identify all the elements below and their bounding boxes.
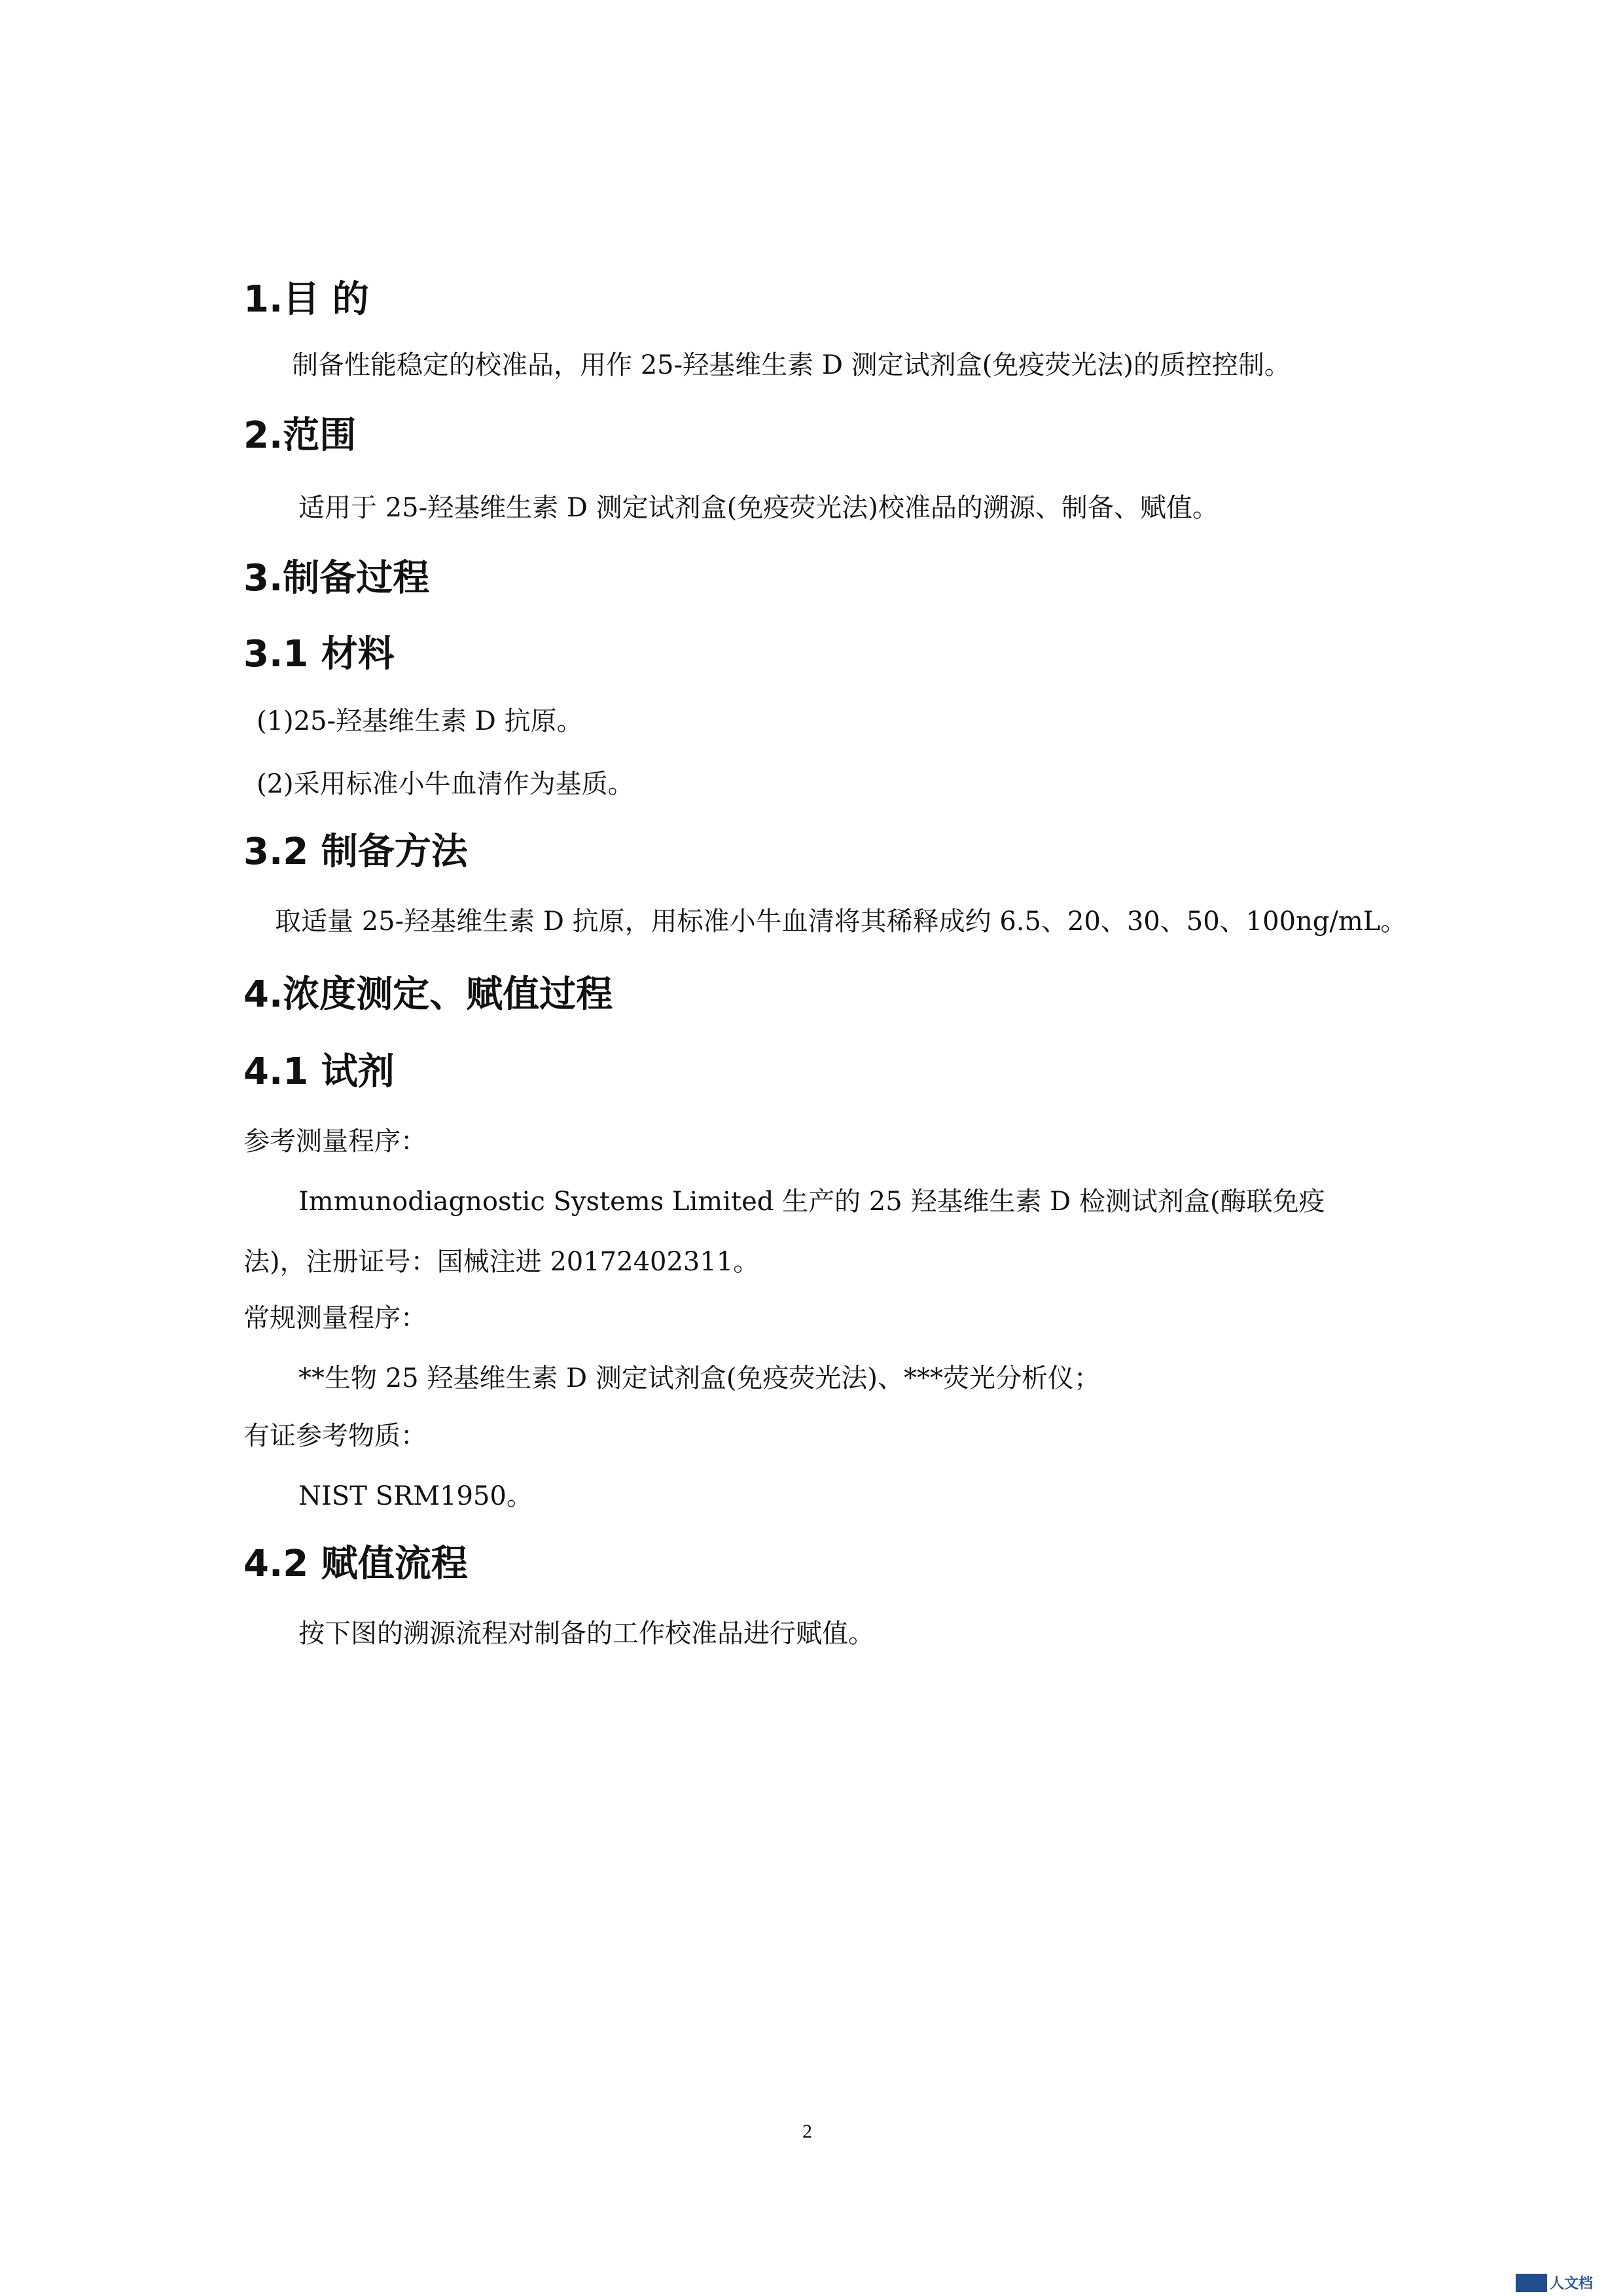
section-1-text: 制备性能稳定的校准品，用作 25-羟基维生素 D 测定试剂盒(免疫荧光法)的质控控制。 bbox=[292, 350, 1291, 380]
reference-procedure-line-1: Immunodiagnostic Systems Limited 生产的 25 羟基维生素 D 检测试剂盒(酶联免疫 bbox=[298, 1187, 1325, 1217]
routine-procedure-label: 常规测量程序： bbox=[243, 1303, 427, 1333]
material-item-2: (2)采用标准小牛血清作为基质。 bbox=[257, 769, 634, 799]
watermark-logo-icon bbox=[1516, 2274, 1547, 2292]
watermark-text: 人文档 bbox=[1550, 2276, 1594, 2292]
section-1-heading: 1.目 的 bbox=[243, 278, 369, 321]
reference-procedure-label: 参考测量程序： bbox=[243, 1126, 427, 1157]
section-3-1-heading: 3.1 材料 bbox=[243, 633, 395, 675]
material-item-1: (1)25-羟基维生素 D 抗原。 bbox=[257, 706, 583, 736]
routine-procedure-text: **生物 25 羟基维生素 D 测定试剂盒(免疫荧光法)、***荧光分析仪； bbox=[298, 1363, 1101, 1393]
section-3-2-heading: 3.2 制备方法 bbox=[243, 831, 468, 873]
section-4-2-text: 按下图的溯源流程对制备的工作校准品进行赋值。 bbox=[298, 1619, 874, 1649]
reference-procedure-line-2: 法)，注册证号：国械注进 20172402311。 bbox=[243, 1247, 760, 1277]
section-2-text: 适用于 25-羟基维生素 D 测定试剂盒(免疫荧光法)校准品的溯源、制备、赋值。 bbox=[298, 493, 1219, 523]
section-4-heading: 4.浓度测定、赋值过程 bbox=[243, 973, 613, 1016]
watermark bbox=[1516, 2272, 1593, 2293]
certified-reference-material-text: NIST SRM1950。 bbox=[298, 1481, 533, 1511]
section-3-2-text: 取适量 25-羟基维生素 D 抗原，用标准小牛血清将其稀释成约 6.5、20、30、50、100ng/mL。 bbox=[275, 906, 1407, 937]
section-2-heading: 2.范围 bbox=[243, 414, 357, 457]
section-4-2-heading: 4.2 赋值流程 bbox=[243, 1543, 468, 1585]
certified-reference-material-label: 有证参考物质： bbox=[243, 1421, 427, 1451]
section-3-heading: 3.制备过程 bbox=[243, 557, 430, 600]
section-4-1-heading: 4.1 试剂 bbox=[243, 1050, 395, 1093]
page-number: 2 bbox=[802, 2121, 812, 2142]
